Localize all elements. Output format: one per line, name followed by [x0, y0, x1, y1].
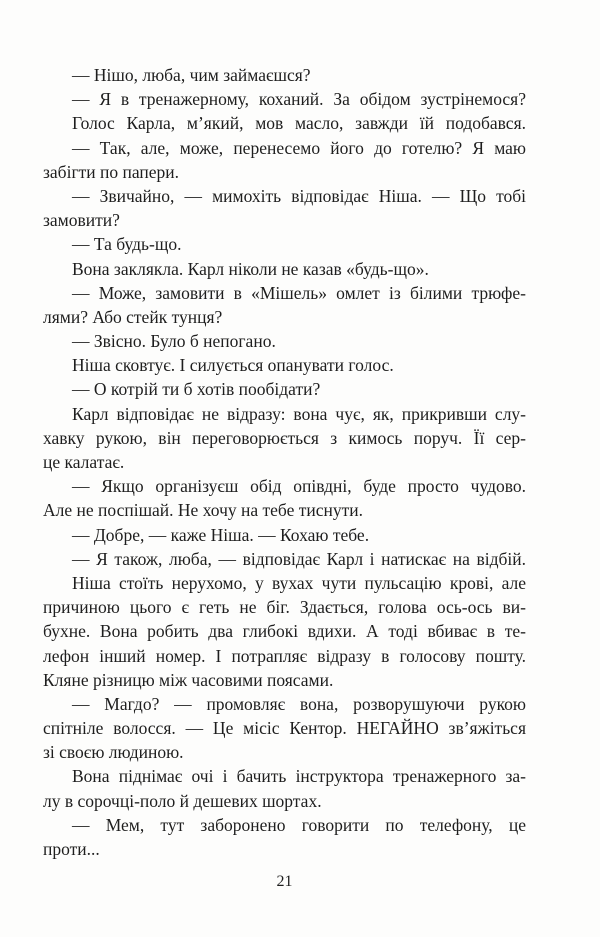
paragraph [43, 547, 526, 571]
text-line: це калатає. [43, 452, 125, 472]
text-line: хавку рукою, він переговорюється з кимось поруч. Її сер- [43, 427, 526, 448]
paragraph [43, 87, 526, 111]
paragraph [43, 353, 526, 377]
text-line: зі своєю людиною. [43, 742, 184, 763]
text-line: — Я також, люба, — відповідає Карл і натискає на відбій. [72, 548, 526, 569]
text-line: — Якщо організуєш обід опівдні, буде просто чудово. [72, 476, 526, 497]
text-line: — Звісно. Було б непогано. [72, 331, 276, 352]
paragraph [43, 232, 526, 256]
text-line: причиною цього є геть не біг. Здається, голова ось-ось ви- [43, 597, 526, 618]
paragraph [43, 402, 526, 475]
text-line: спітніле волосся. — Це місіс Кентор. НЕГАЙНО зв’яжіться [43, 718, 526, 739]
text-line: Кляне різницю між часовими поясами. [43, 669, 334, 690]
text-line: — Так, але, може, перенесемо його до готелю? Я маю [72, 137, 526, 158]
paragraph [43, 136, 526, 184]
text-line: Карл відповідає не відразу: вона чує, як, прикривши слу- [72, 403, 526, 424]
text-line: Ніша стоїть нерухомо, у вухах чути пульсацію крові, але [72, 572, 526, 593]
paragraph [43, 63, 526, 87]
text-line: бухне. Вона робить два глибокі вдихи. А тоді вбиває в те- [43, 621, 526, 642]
text-line: — Звичайно, — мимохіть відповідає Ніша. — Що тобі [72, 185, 526, 206]
text-line: — Нішо, люба, чим займаєшся? [72, 65, 311, 85]
paragraph [43, 692, 526, 765]
text-line: лями? Або стейк тунця? [43, 306, 223, 327]
text-line: лефон інший номер. І потрапляє відразу в голосову пошту. [43, 645, 526, 666]
text-line: лу в сорочці-поло й дешевих шортах. [43, 790, 322, 811]
paragraph [43, 281, 526, 329]
text-line: Вона заклякла. Карл ніколи не казав «будь-що». [72, 258, 429, 279]
paragraph [43, 377, 526, 401]
text-line: — Та будь-що. [72, 234, 182, 255]
text-line: — Може, замовити в «Мішель» омлет із білими трюфе- [72, 282, 526, 303]
text-line: — О котрій ти б хотів пообідати? [72, 379, 321, 400]
text-line: Але не поспішай. Не хочу на тебе тиснути. [43, 500, 364, 521]
paragraph [43, 523, 526, 547]
text-line: — Добре, — каже Ніша. — Кохаю тебе. [72, 524, 370, 545]
text-line: Ніша сковтує. І силується опанувати голос. [72, 355, 394, 376]
text-line: — Магдо? — промовляє вона, розворушуючи рукою [72, 693, 526, 714]
paragraph [43, 571, 526, 692]
paragraph [43, 764, 526, 812]
text-line: забігти по папери. [43, 161, 180, 182]
page-text [43, 63, 526, 861]
text-line: Голос Карла, м’який, мов масло, завжди їй подобався. [72, 113, 526, 134]
text-line: замовити? [43, 210, 120, 231]
paragraph [43, 111, 526, 135]
text-line: проти... [43, 839, 100, 859]
text-line: Вона піднімає очі і бачить інструктора тренажерного за- [72, 766, 526, 787]
paragraph [43, 813, 526, 861]
paragraph [43, 184, 526, 232]
paragraph [43, 257, 526, 281]
paragraph [43, 474, 526, 522]
paragraph [43, 329, 526, 353]
page-number: 21 [276, 873, 293, 890]
text-line: — Мем, тут заборонено говорити по телефону, це [72, 814, 526, 835]
text-line: — Я в тренажерному, коханий. За обідом зустрінемося? [72, 89, 526, 110]
